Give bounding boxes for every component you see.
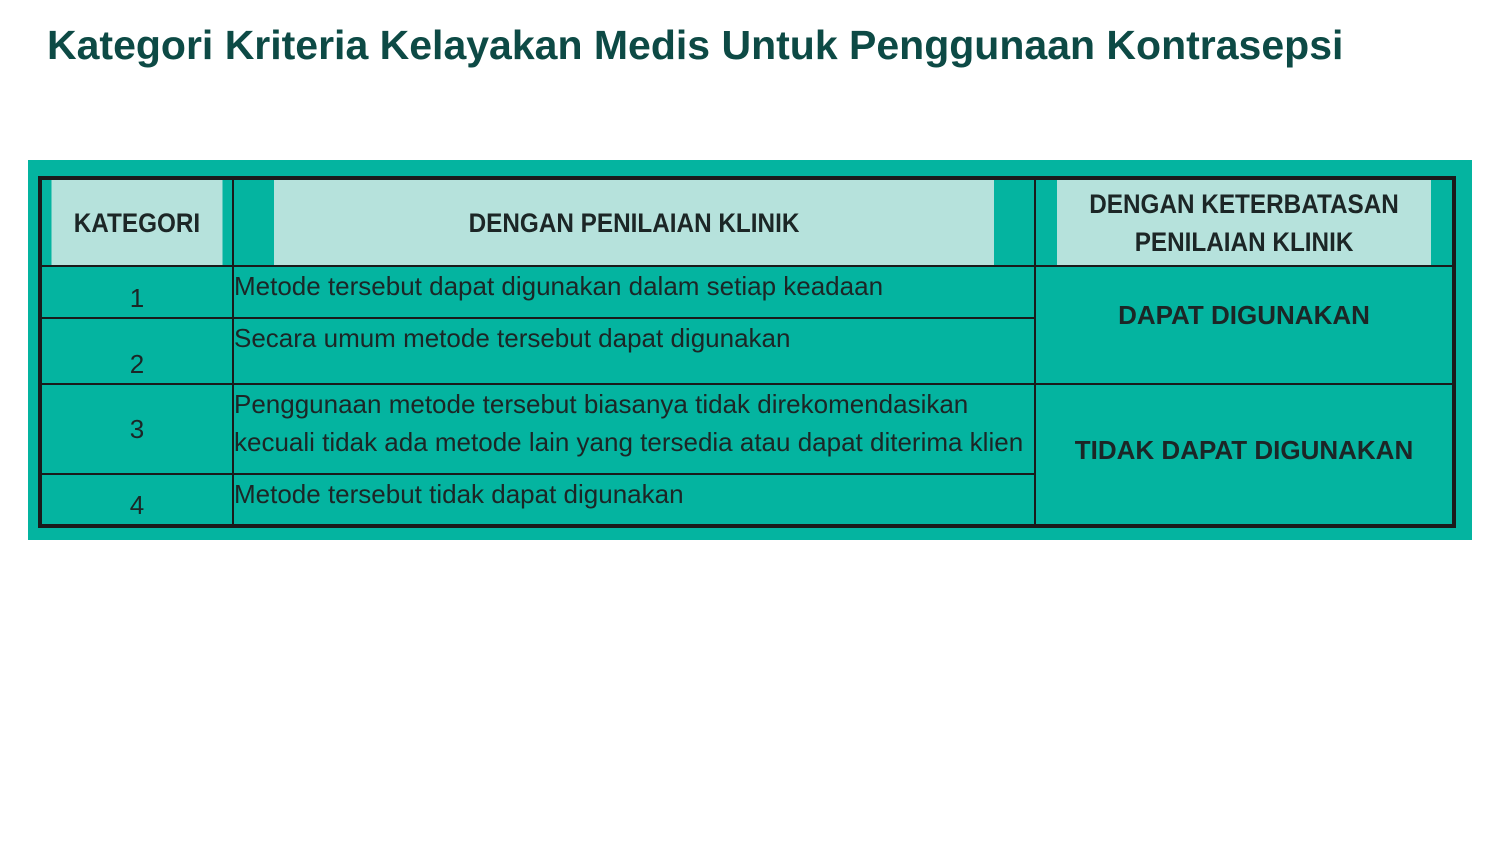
table-header-row: [40, 178, 1454, 266]
limited-assessment-group: [1035, 384, 1454, 526]
header-category: KATEGORI: [50, 178, 224, 266]
category-number: 1: [40, 266, 233, 318]
header-limited-clinical-assessment: DENGAN KETERBATASAN PENILAIAN KLINIK: [1056, 178, 1433, 266]
table-frame: [28, 160, 1472, 540]
category-number: 2: [40, 318, 233, 384]
category-description: Penggunaan metode tersebut biasanya tidak direkomendasikan kecuali tidak ada metode lain yang tersedia atau dapat diterima klien: [233, 384, 1035, 474]
limited-assessment-group: [1035, 266, 1454, 384]
table-row: [40, 266, 1454, 318]
header-clinical-assessment: DENGAN PENILAIAN KLINIK: [273, 178, 995, 266]
category-description: Metode tersebut dapat digunakan dalam setiap keadaan: [233, 266, 1035, 318]
limited-assessment-label: DAPAT DIGUNAKAN: [1118, 300, 1370, 330]
page-title: Kategori Kriteria Kelayakan Medis Untuk Penggunaan Kontrasepsi: [47, 22, 1344, 68]
category-number: 4: [40, 474, 233, 526]
category-description: Secara umum metode tersebut dapat digunakan: [233, 318, 1035, 384]
category-description: Metode tersebut tidak dapat digunakan: [233, 474, 1035, 526]
category-number: 3: [40, 384, 233, 474]
limited-assessment-label: TIDAK DAPAT DIGUNAKAN: [1074, 434, 1414, 465]
criteria-table: [38, 176, 1456, 528]
table-row: [40, 384, 1454, 474]
